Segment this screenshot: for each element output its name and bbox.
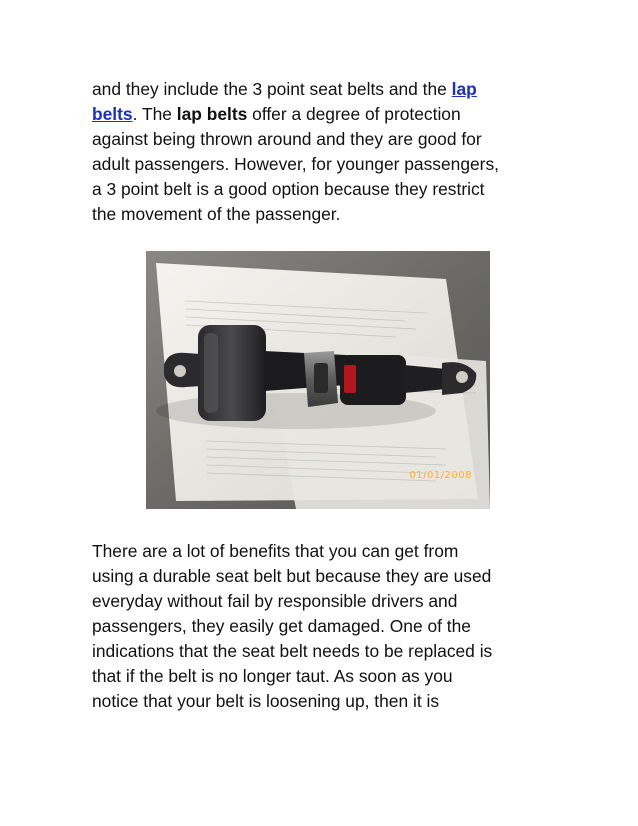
buckle-strap	[404, 365, 446, 393]
seat-belt-photo	[146, 251, 490, 509]
text-line: There are a lot of benefits that you can get from	[92, 541, 459, 561]
text-segment: offer a degree of protection	[247, 104, 461, 124]
text-line: passengers, they easily get damaged. One of the	[92, 616, 471, 636]
text-line: a 3 point belt is a good option because they restrict	[92, 179, 485, 199]
buckle-release-button	[344, 365, 356, 393]
text-line	[92, 77, 552, 102]
lap-belts-link[interactable]: lap	[451, 79, 477, 99]
text-line: against being thrown around and they are good for	[92, 129, 482, 149]
text-segment: and they include the 3 point seat belts and the	[92, 79, 452, 99]
bracket-hole	[174, 365, 186, 377]
text-line: everyday without fail by responsible drivers and	[92, 591, 458, 611]
bracket-hole	[456, 371, 468, 383]
text-segment: . The	[132, 104, 177, 124]
text-line: indications that the seat belt needs to be replaced is	[92, 641, 493, 661]
paragraph-benefits	[92, 539, 552, 714]
text-line: the movement of the passenger.	[92, 204, 341, 224]
text-line: adult passengers. However, for younger passengers,	[92, 154, 499, 174]
bold-term-lap-belts: lap belts	[176, 104, 248, 124]
photo-date-stamp: 01/01/2008	[409, 470, 472, 481]
text-line: using a durable seat belt but because they are used	[92, 566, 492, 586]
text-line: that if the belt is no longer taut. As soon as you	[92, 666, 453, 686]
lap-belts-link-continued[interactable]: belts	[92, 104, 133, 124]
text-line: notice that your belt is loosening up, then it is	[92, 691, 440, 711]
text-line	[92, 102, 552, 127]
paragraph-intro	[92, 77, 552, 227]
